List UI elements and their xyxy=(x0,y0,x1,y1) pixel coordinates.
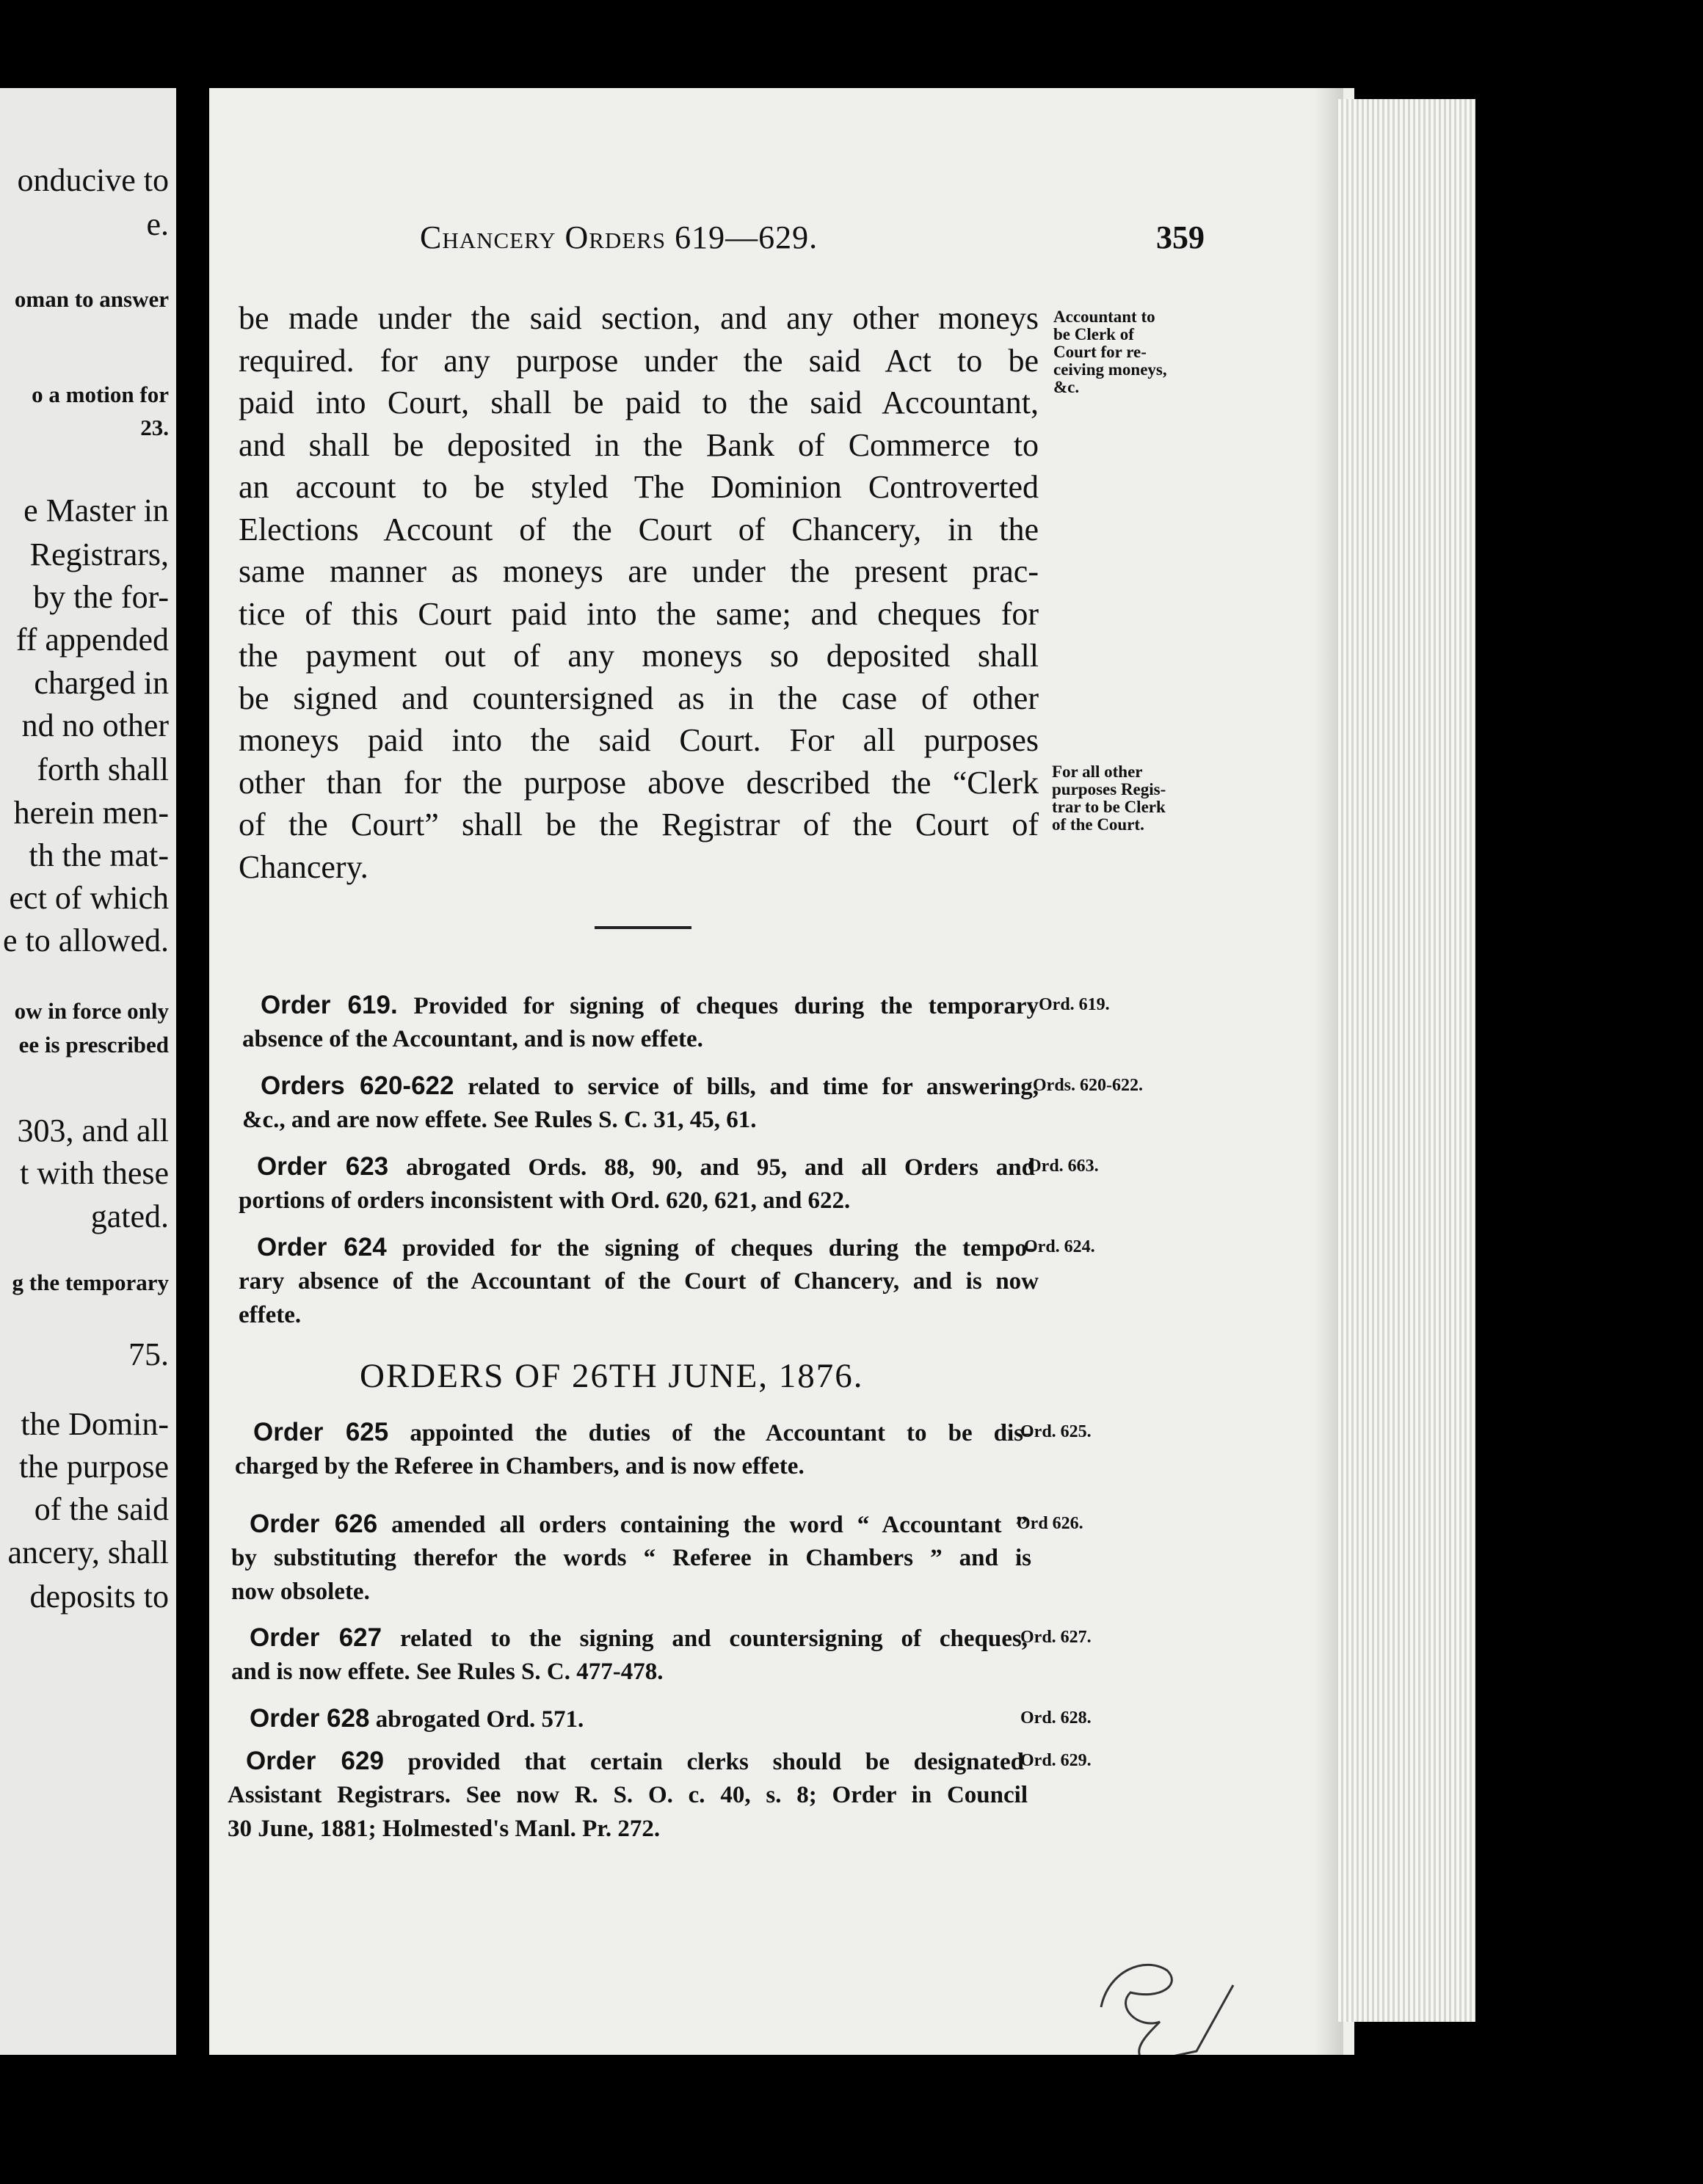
page-stack-edge xyxy=(1336,99,1475,2022)
order-text: &c., and are now effete. See Rules S. C. 31, 45, 61. xyxy=(242,1107,757,1133)
left-page-line: ect of which xyxy=(9,880,169,916)
left-page-line: 303, and all xyxy=(17,1113,169,1149)
left-page-line: nd no other xyxy=(21,707,169,743)
book-gutter xyxy=(176,0,209,2184)
left-page-line: e to allowed. xyxy=(2,922,169,958)
order-text: abrogated Ord. 571. xyxy=(375,1706,584,1733)
order-text-line xyxy=(239,1299,1039,1331)
left-page-line: g the temporary xyxy=(12,1270,169,1295)
body-line: paid into Court, shall be paid to the said Accountant, xyxy=(239,385,1039,421)
left-page-line: the purpose xyxy=(18,1449,169,1485)
order-text-line xyxy=(228,1779,1028,1811)
order-text-line xyxy=(231,1576,1031,1608)
order-text: abrogated Ords. 88, 90, and 95, and all Orders and xyxy=(406,1154,1035,1181)
margin-note-accountant xyxy=(1053,308,1167,396)
order-reference: Ord 626. xyxy=(1017,1514,1083,1533)
margin-note-line: be Clerk of xyxy=(1053,325,1134,343)
running-head: Chancery Orders 619—629. xyxy=(420,219,818,255)
body-line: moneys paid into the said Court. For all purposes xyxy=(239,722,1039,758)
order-text: related to service of bills, and time for answering, xyxy=(468,1074,1039,1100)
order-text: appointed the duties of the Accountant to be dis- xyxy=(410,1420,1031,1446)
left-page-line: e Master in xyxy=(23,492,169,528)
order-text-line xyxy=(253,1416,1031,1449)
order-text-line xyxy=(246,1745,1024,1778)
left-page-line: t with these xyxy=(20,1155,169,1191)
section-heading: ORDERS OF 26TH JUNE, 1876. xyxy=(360,1357,864,1395)
body-line: tice of this Court paid into the same; and cheques for xyxy=(239,595,1039,632)
pencil-annotation xyxy=(1086,1941,1241,2055)
left-page-line: herein men- xyxy=(13,795,169,831)
order-text: provided for the signing of cheques during the tempo- xyxy=(402,1235,1035,1262)
order-text: now obsolete. xyxy=(231,1579,370,1605)
order-text-line xyxy=(239,1184,1039,1217)
order-number: Order 629 xyxy=(246,1747,384,1775)
left-page-line: forth shall xyxy=(37,751,169,787)
order-text-line xyxy=(231,1542,1031,1574)
order-reference: Ord. 663. xyxy=(1028,1157,1099,1176)
order-number: Order 624 xyxy=(257,1233,387,1262)
order-text: charged by the Referee in Chambers, and is now effete. xyxy=(235,1453,805,1479)
left-page-line: of the said xyxy=(34,1491,169,1527)
left-page-line: oman to answer xyxy=(14,286,169,312)
order-text-line xyxy=(228,1813,1028,1845)
order-text-line xyxy=(261,989,1039,1022)
left-page-line: e. xyxy=(146,206,169,242)
order-text: absence of the Accountant, and is now effete. xyxy=(242,1026,703,1052)
order-text: effete. xyxy=(239,1302,302,1328)
order-text: provided that certain clerks should be designated xyxy=(407,1749,1024,1775)
left-page-line: ee is prescribed xyxy=(18,1032,169,1058)
left-page-line: ow in force only xyxy=(14,998,169,1024)
order-text: and is now effete. See Rules S. C. 477-478. xyxy=(231,1659,664,1685)
body-line: be made under the said section, and any other moneys xyxy=(239,300,1039,336)
left-page-line: 75. xyxy=(128,1336,169,1372)
left-page-line: the Domin- xyxy=(21,1406,169,1442)
page-number: 359 xyxy=(1156,219,1205,255)
page-359 xyxy=(209,88,1354,2055)
order-reference: Ord. 624. xyxy=(1024,1237,1095,1256)
body-line: same manner as moneys are under the present prac- xyxy=(239,553,1039,589)
body-line: required. for any purpose under the said Act to be xyxy=(239,342,1039,379)
order-reference: Ord. 628. xyxy=(1020,1708,1092,1728)
body-line: be signed and countersigned as in the case of other xyxy=(239,680,1039,716)
order-text: rary absence of the Accountant of the Court of Chancery, and is now xyxy=(239,1268,1039,1295)
body-line: and shall be deposited in the Bank of Commerce to xyxy=(239,426,1039,463)
left-page-line: ff appended xyxy=(15,622,169,658)
left-page-line: charged in xyxy=(34,665,169,701)
margin-note-clerk xyxy=(1052,763,1166,834)
order-text-line xyxy=(242,1023,1042,1055)
body-line: an account to be styled The Dominion Controverted xyxy=(239,469,1039,505)
order-text-line xyxy=(257,1231,1035,1264)
left-page-line: ancery, shall xyxy=(7,1535,169,1570)
left-page-line: deposits to xyxy=(29,1579,169,1615)
left-page-line: o a motion for xyxy=(32,382,169,407)
body-line: of the Court” shall be the Registrar of the Court of xyxy=(239,807,1039,842)
left-page-line: th the mat- xyxy=(29,837,169,873)
left-page-line: by the for- xyxy=(33,579,169,615)
margin-note-line: Accountant to xyxy=(1053,307,1155,326)
order-text: by substituting therefor the words “ Referee in Chambers ” and is xyxy=(231,1545,1031,1571)
order-reference: Ord. 625. xyxy=(1020,1422,1092,1441)
order-text-line xyxy=(250,1622,1028,1655)
margin-note-line: of the Court. xyxy=(1052,815,1144,834)
order-reference: Ord. 619. xyxy=(1039,995,1110,1014)
order-reference: Ord. 629. xyxy=(1020,1751,1092,1770)
body-line: the payment out of any moneys so deposited shall xyxy=(239,638,1039,674)
body-line: other than for the purpose above described the “Clerk xyxy=(239,764,1039,801)
order-number: Order 627 xyxy=(250,1623,382,1652)
left-page-line: Registrars, xyxy=(29,536,169,572)
margin-note-line: Court for re- xyxy=(1053,343,1147,361)
order-reference: Ord. 627. xyxy=(1020,1628,1092,1647)
margin-note-line: ceiving moneys, xyxy=(1053,360,1167,379)
order-number: Order 626 xyxy=(250,1510,378,1538)
order-reference: Ords. 620-622. xyxy=(1033,1076,1143,1095)
body-line: Chancery. xyxy=(239,848,368,885)
order-number: Order 625 xyxy=(253,1418,389,1446)
order-text-line xyxy=(261,1070,1039,1103)
order-number: Order 623 xyxy=(257,1152,389,1181)
order-text-line xyxy=(257,1151,1035,1184)
left-page-line: gated. xyxy=(90,1198,169,1234)
left-page-line: onducive to xyxy=(17,162,169,198)
body-line: Elections Account of the Court of Chancery, in the xyxy=(239,511,1039,547)
margin-note-line: For all other xyxy=(1052,762,1143,781)
order-text: portions of orders inconsistent with Ord. 620, 621, and 622. xyxy=(239,1187,851,1214)
order-text: Assistant Registrars. See now R. S. O. c. 40, s. 8; Order in Council xyxy=(228,1782,1028,1808)
order-number: Order 619. xyxy=(261,991,398,1019)
previous-page-fragment xyxy=(0,88,176,2055)
order-text: related to the signing and countersigning of cheques, xyxy=(400,1626,1028,1652)
order-text-line xyxy=(239,1265,1039,1297)
left-page-line: 23. xyxy=(140,415,169,440)
order-number: Order 628 xyxy=(250,1704,370,1733)
order-text: amended all orders containing the word “ Accountant ” xyxy=(391,1512,1028,1538)
order-text-line xyxy=(231,1656,1031,1688)
margin-note-line: &c. xyxy=(1053,378,1080,396)
order-text: 30 June, 1881; Holmested's Manl. Pr. 272. xyxy=(228,1816,661,1842)
order-text-line xyxy=(242,1104,1042,1136)
order-number: Orders 620-622 xyxy=(261,1071,454,1100)
order-text: Provided for signing of cheques during the temporary xyxy=(413,993,1039,1019)
order-text-line xyxy=(250,1508,1028,1541)
margin-note-line: trar to be Clerk xyxy=(1052,798,1166,816)
order-text-line xyxy=(250,1703,1028,1736)
section-divider xyxy=(595,926,691,929)
order-text-line xyxy=(235,1450,1035,1482)
margin-note-line: purposes Regis- xyxy=(1052,780,1166,798)
